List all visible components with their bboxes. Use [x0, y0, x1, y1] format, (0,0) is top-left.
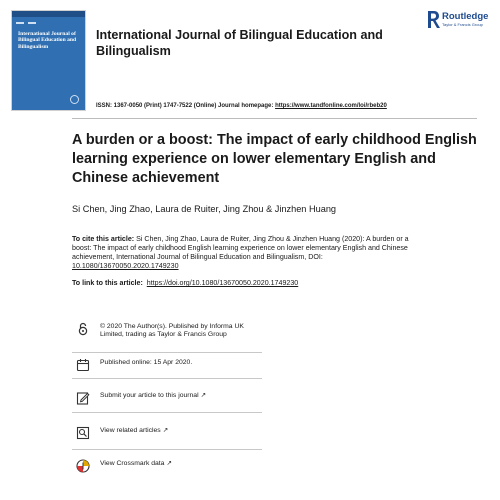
citation-block — [72, 235, 417, 271]
routledge-logo-icon — [427, 10, 440, 29]
journal-cover — [11, 10, 86, 111]
external-link-icon: ↗ — [200, 392, 207, 399]
related-articles-label: View related articles — [100, 427, 161, 434]
related-articles-link[interactable] — [100, 427, 260, 435]
info-divider — [72, 378, 262, 379]
journal-title: International Journal of Bilingual Education and Bilingualism — [96, 28, 383, 58]
cover-top-bar — [12, 11, 85, 17]
publisher-logo[interactable] — [427, 10, 497, 32]
issn-line — [96, 103, 387, 109]
info-divider — [72, 449, 262, 450]
calendar-icon — [76, 358, 90, 372]
publisher-subtitle: Taylor & Francis Group — [442, 22, 483, 27]
crossmark-row[interactable] — [72, 459, 262, 475]
journal-homepage-link[interactable]: https://www.tandfonline.com/loi/rbeb20 — [275, 103, 387, 109]
article-title: A burden or a boost: The impact of early childhood English learning experience on lower elementary English and Chinese achievement — [72, 132, 477, 186]
crossmark-icon — [76, 459, 90, 473]
article-link-block — [72, 279, 298, 287]
citation-text: Si Chen, Jing Zhao, Laura de Ruiter, Jing Zhou & Jinzhen Huang (2020): A burden or a boost: The impact of early childhood English learning experience on lower elementary English and Chinese achievement, International Journal of Bilingual Education and Bilingualism, DOI: — [72, 235, 409, 262]
external-link-icon: ↗ — [166, 460, 172, 467]
copyright-text: © 2020 The Author(s). Published by Informa UK Limited, trading as Taylor & Francis Group — [100, 323, 244, 339]
publisher-name: Routledge — [442, 11, 489, 22]
submit-article-link[interactable] — [100, 392, 260, 400]
related-articles-icon — [76, 426, 90, 440]
submit-article-row[interactable] — [72, 391, 262, 405]
link-label: To link to this article: — [72, 279, 143, 287]
related-articles-row[interactable] — [72, 426, 262, 440]
pencil-icon — [76, 391, 90, 405]
header-divider — [72, 118, 477, 119]
citation-doi-link[interactable]: 10.1080/13670050.2020.1749230 — [72, 262, 179, 271]
open-access-icon — [76, 322, 90, 336]
copyright-row — [72, 322, 262, 352]
submit-article-label: Submit your article to this journal — [100, 392, 199, 399]
info-divider — [72, 352, 262, 353]
issn-text: ISSN: 1367-0050 (Print) 1747-7522 (Online) Journal homepage: — [96, 103, 276, 109]
crossmark-label: View Crossmark data — [100, 460, 165, 467]
cover-title: International Journal of Bilingual Education and Bilingualism — [18, 31, 77, 50]
article-doi-link[interactable]: https://doi.org/10.1080/13670050.2020.1749230 — [146, 279, 299, 287]
citation-label: To cite this article: — [72, 235, 135, 243]
cover-publisher-logo-icon — [70, 95, 79, 104]
published-date: Published online: 15 Apr 2020. — [100, 359, 193, 366]
article-authors: Si Chen, Jing Zhao, Laura de Ruiter, Jing Zhou & Jinzhen Huang — [72, 204, 337, 214]
external-link-icon: ↗ — [162, 427, 169, 434]
crossmark-link[interactable] — [100, 460, 260, 468]
info-divider — [72, 412, 262, 413]
published-row — [72, 358, 262, 372]
